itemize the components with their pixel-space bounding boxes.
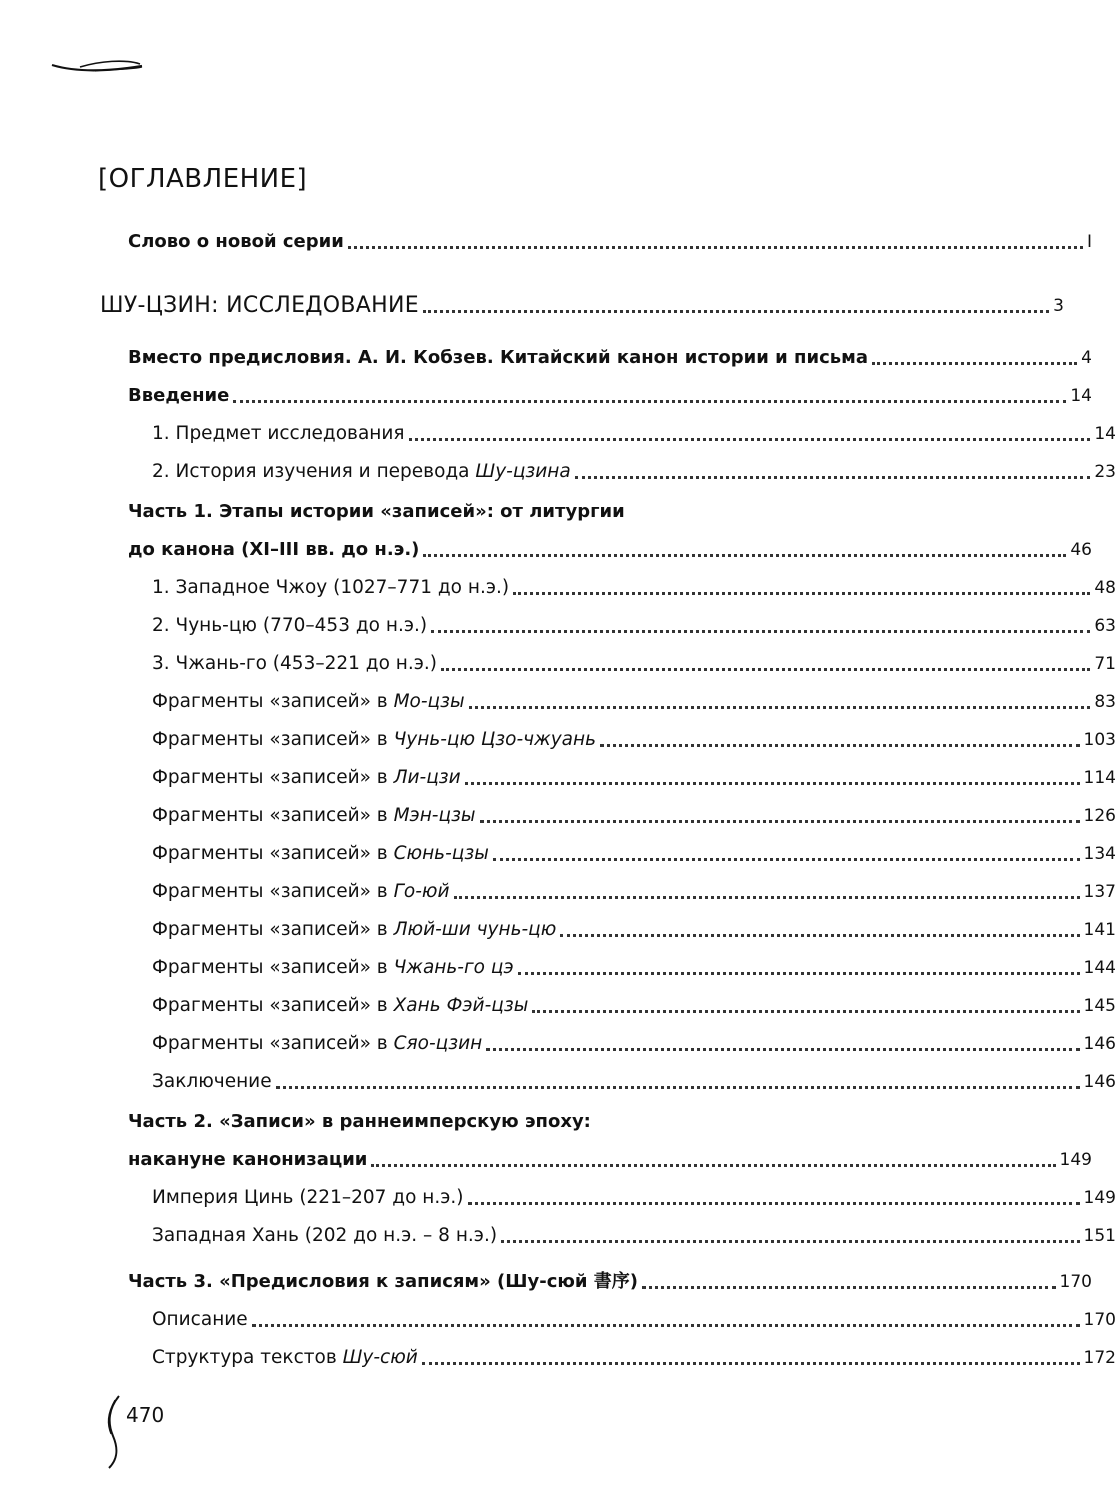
leader-dots (480, 820, 1080, 823)
leader-dots (441, 668, 1090, 671)
entry-label: Фрагменты «записей» в Чжань-го цэ (152, 957, 514, 978)
entry-label: Фрагменты «записей» в Хань Фэй-цзы (152, 995, 529, 1016)
top-ornament-icon (50, 55, 145, 79)
entry-label: Вместо предисловия. А. И. Кобзев. Китайский канон истории и письма (128, 347, 869, 368)
toc-entry-fragments-mozi[interactable] (0, 682, 1116, 714)
toc-entry-qin-empire[interactable] (0, 1178, 1116, 1210)
leader-dots (513, 592, 1090, 595)
toc-entry-fragments-guoyu[interactable] (0, 872, 1116, 904)
leader-dots (532, 1010, 1079, 1013)
entry-label: Слово о новой серии (128, 231, 344, 252)
toc-entry-history-of-study[interactable] (0, 452, 1116, 484)
entry-page: 149 (1059, 1150, 1092, 1170)
entry-label: до канона (XI–III вв. до н.э.) (128, 539, 420, 560)
page-number: 470 (126, 1403, 165, 1427)
entry-label: 3. Чжань-го (453–221 до н.э.) (152, 653, 437, 674)
entry-page: 170 (1059, 1272, 1092, 1292)
toc-entry-fragments-lushi[interactable] (0, 910, 1116, 942)
entry-label: Фрагменты «записей» в Сюнь-цзы (152, 843, 489, 864)
toc-title: [ОГЛАВЛЕНИЕ] (98, 164, 308, 194)
entry-page: 145 (1083, 996, 1116, 1016)
toc-entry-part-3[interactable] (0, 1262, 1092, 1294)
leader-dots (872, 362, 1077, 365)
part2-title-line1: Часть 2. «Записи» в раннеимперскую эпоху: (128, 1111, 591, 1132)
leader-dots (423, 310, 1049, 313)
entry-page: 146 (1083, 1034, 1116, 1054)
toc-entry-western-han[interactable] (0, 1216, 1116, 1248)
part1-title-line1: Часть 1. Этапы истории «записей»: от литургии (128, 501, 625, 522)
entry-label: ШУ-ЦЗИН: ИССЛЕДОВАНИЕ (100, 293, 419, 318)
entry-page: 137 (1083, 882, 1116, 902)
toc-entry-structure[interactable] (0, 1338, 1116, 1370)
leader-dots (348, 246, 1083, 249)
footer-flourish-icon (103, 1392, 125, 1470)
entry-page: 151 (1083, 1226, 1116, 1246)
entry-page: 103 (1083, 730, 1116, 750)
leader-dots (454, 896, 1080, 899)
toc-entry-zhanguo[interactable] (0, 644, 1116, 676)
entry-label: Западная Хань (202 до н.э. – 8 н.э.) (152, 1225, 498, 1246)
toc-entry-western-zhou[interactable] (0, 568, 1116, 600)
entry-page: 3 (1053, 296, 1064, 316)
leader-dots (276, 1086, 1080, 1089)
entry-page: 63 (1094, 616, 1116, 636)
leader-dots (423, 554, 1066, 557)
entry-label: Заключение (152, 1071, 272, 1092)
entry-label: Фрагменты «записей» в Люй-ши чунь-цю (152, 919, 557, 940)
leader-dots (252, 1324, 1080, 1327)
toc-entry-part-2[interactable] (0, 1140, 1092, 1172)
entry-label: Империя Цинь (221–207 до н.э.) (152, 1187, 464, 1208)
leader-dots (422, 1362, 1080, 1365)
entry-label: 1. Западное Чжоу (1027–771 до н.э.) (152, 577, 510, 598)
leader-dots (642, 1286, 1056, 1289)
entry-label: Введение (128, 385, 230, 406)
leader-dots (409, 438, 1091, 441)
toc-entry-fragments-xunzi[interactable] (0, 834, 1116, 866)
entry-label: 2. Чунь-цю (770–453 до н.э.) (152, 615, 428, 636)
toc-entry-conclusion[interactable] (0, 1062, 1116, 1094)
toc-entry-description[interactable] (0, 1300, 1116, 1332)
entry-label: Фрагменты «записей» в Чунь-цю Цзо-чжуань (152, 729, 597, 750)
toc-entry-introduction[interactable] (0, 376, 1092, 408)
leader-dots (469, 706, 1091, 709)
leader-dots (468, 1202, 1080, 1205)
toc-entry-fragments-hanfeizi[interactable] (0, 986, 1116, 1018)
entry-page: 83 (1094, 692, 1116, 712)
leader-dots (575, 476, 1091, 479)
entry-label: 1. Предмет исследования (152, 423, 405, 444)
entry-page: 170 (1083, 1310, 1116, 1330)
toc-entry-fragments-liji[interactable] (0, 758, 1116, 790)
entry-page: 144 (1083, 958, 1116, 978)
toc-entry-fragments-xiaojing[interactable] (0, 1024, 1116, 1056)
leader-dots (465, 782, 1080, 785)
leader-dots (371, 1164, 1055, 1167)
entry-label: Описание (152, 1309, 248, 1330)
entry-page: 71 (1094, 654, 1116, 674)
entry-page: 4 (1081, 348, 1092, 368)
toc-entry-subject[interactable] (0, 414, 1116, 446)
entry-page: 114 (1083, 768, 1116, 788)
entry-page: 48 (1094, 578, 1116, 598)
leader-dots (518, 972, 1080, 975)
entry-label: накануне канонизации (128, 1149, 368, 1170)
entry-page: 46 (1070, 540, 1092, 560)
toc-entry-fragments-zhanguoce[interactable] (0, 948, 1116, 980)
toc-entry-part-1[interactable] (0, 530, 1092, 562)
entry-page: 14 (1094, 424, 1116, 444)
entry-page: 134 (1083, 844, 1116, 864)
leader-dots (493, 858, 1080, 861)
entry-page: 146 (1083, 1072, 1116, 1092)
entry-label: Фрагменты «записей» в Мо-цзы (152, 691, 465, 712)
entry-page: I (1086, 232, 1092, 252)
leader-dots (233, 400, 1066, 403)
entry-page: 14 (1070, 386, 1092, 406)
leader-dots (600, 744, 1080, 747)
entry-label: Фрагменты «записей» в Го-юй (152, 881, 450, 902)
entry-page: 172 (1083, 1348, 1116, 1368)
toc-entry-instead-of-preface[interactable] (0, 338, 1092, 370)
entry-label: Часть 3. «Предисловия к записям» (Шу-сюй 書序) (128, 1271, 638, 1292)
toc-entry-chunqiu[interactable] (0, 606, 1116, 638)
entry-page: 149 (1083, 1188, 1116, 1208)
leader-dots (501, 1240, 1079, 1243)
toc-entry-fragments-mengzi[interactable] (0, 796, 1116, 828)
entry-page: 126 (1083, 806, 1116, 826)
leader-dots (431, 630, 1090, 633)
entry-label: Фрагменты «записей» в Мэн-цзы (152, 805, 476, 826)
entry-label: 2. История изучения и перевода Шу-цзина (152, 461, 571, 482)
toc-entry-fragments-zuozhuan[interactable] (0, 720, 1116, 752)
entry-page: 23 (1094, 462, 1116, 482)
entry-label: Фрагменты «записей» в Ли-цзи (152, 767, 461, 788)
leader-dots (560, 934, 1079, 937)
entry-page: 141 (1083, 920, 1116, 940)
entry-label: Структура текстов Шу-сюй (152, 1347, 418, 1368)
toc-entry-shu-jing-research[interactable] (0, 286, 1064, 318)
leader-dots (486, 1048, 1079, 1051)
toc-entry-word-about-series[interactable] (0, 222, 1092, 254)
entry-label: Фрагменты «записей» в Сяо-цзин (152, 1033, 483, 1054)
